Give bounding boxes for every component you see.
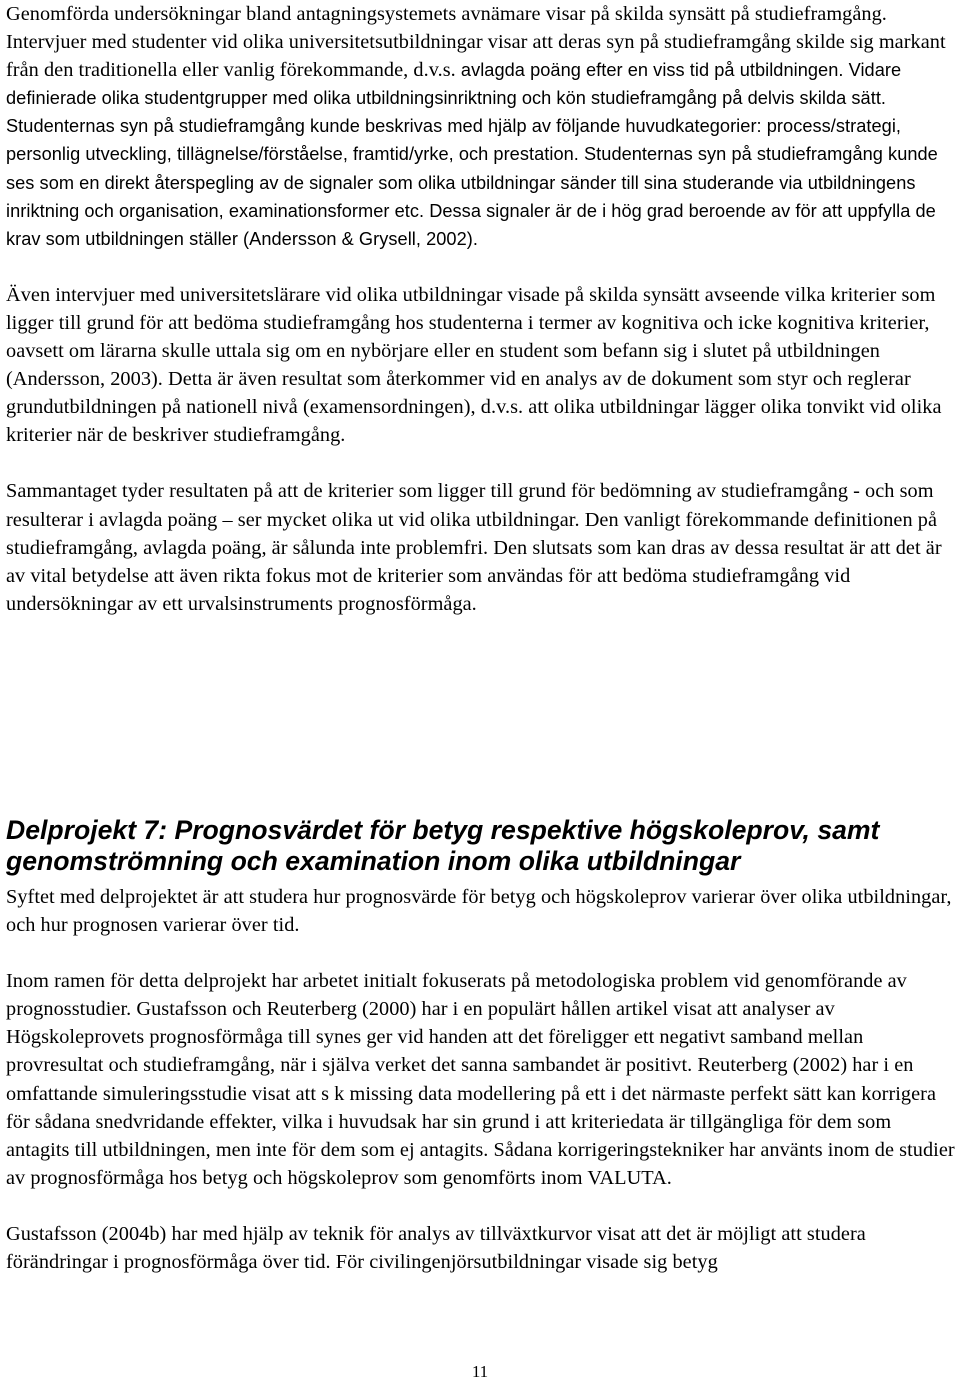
paragraph-5: Inom ramen för detta delprojekt har arbetet initialt fokuserats på metodologiska problem vid genomförande av prognosstudier. Gustafsson och Reuterberg (2000) har i en populärt hållen artikel visat att analyser av Högskoleprovets prognosförmåga till synes ger vid handen att det föreligger ett negativt samband mellan provresultat och studieframgång, när i själva verket det sanna sambandet är positivt. Reuterberg (2002) har i en omfattande simuleringsstudie visat att s k missing data modellering på ett i det närmaste perfekt sätt kan korrigera för sådana snedvridande effekter, vilka i huvudsak har sin grund i att kriteriedata är tillgängliga för dem som antagits till utbildningen, men inte för dem som ej antagits. Sådana korrigeringstekniker har använts inom de studier av prognosförmåga hos betyg och högskoleprov som genomförts inom VALUTA. [6,970,955,1189]
section-heading: Delprojekt 7: Prognosvärdet för betyg respektive högskoleprov, samt genomströmning och examination inom olika utbildningar [6,815,880,876]
text-block-top [6,0,956,618]
page-number: 11 [471,1362,489,1381]
paragraph-3: Sammantaget tyder resultaten på att de kriterier som ligger till grund för bedömning av studieframgång - och som resulterar i avlagda poäng – ser mycket olika ut vid olika utbildningar. Den vanligt förekommande definitionen på studieframgång, avlagda poäng, är sålunda inte problemfri. Den slutsats som kan dras av dessa resultat är att det är av vital betydelse att även rikta fokus mot de kriterier som användas för att bedöma studieframgång vid undersökningar av ett urvalsinstruments prognosförmåga. [6,480,942,615]
paragraph-2: Även intervjuer med universitetslärare vid olika utbildningar visade på skilda synsätt avseende vilka kriterier som ligger till grund för att bedöma studieframgång hos studenterna i termer av kognitiva och icke kognitiva kriterier, oavsett om lärarna skulle uttala sig om en nybörjare eller en student som befann sig i slutet på utbildningen (Andersson, 2003). Detta är även resultat som återkommer vid en analys av de dokument som styr och reglerar grundutbildningen på nationell nivå (examensordningen), d.v.s. att olika utbildningar lägger olika tonvikt vid olika kriterier när de beskriver studieframgång. [6,283,942,447]
paragraph-1 [6,0,956,253]
paragraph-6: Gustafsson (2004b) har med hjälp av teknik för analys av tillväxtkurvor visat att det är möjligt att studera förändringar i prognosförmåga över tid. För civilingenjörsutbildningar visade sig betyg [6,1222,866,1274]
paragraph-4: Syftet med delprojektet är att studera hur prognosvärde för betyg och högskoleprov varierar över olika utbildningar, och hur prognosen varierar över tid. [6,886,952,937]
paragraph-1-serif-part: Genomförda undersökningar bland antagningsystemets avnämare visar på skilda synsätt på studieframgång. Intervjuer med studenter vid olika universitetsutbildningar visar att deras syn på studieframgång skilde sig markant från den traditionella eller vanlig förekommande, d.v.s. [6,3,946,82]
paragraph-1-sans-part: avlagda poäng efter en viss tid på utbildningen. Vidare definierade olika studentgrupper med olika utbildningsinriktning och kön studieframgång på delvis skilda sätt. Studenternas syn på studieframgång kunde beskrivas med hjälp av följande huvudkategorier: process/strategi, personlig utveckling, tillägnelse/förståelse, framtid/yrke, och prestation. Studenternas syn på studieframgång kunde ses som en direkt återspegling av de signaler som olika utbildningar sänder till sina studerande via utbildningens inriktning och organisation, examinationsformer etc. Dessa signaler är de i hög grad beroende av för att uppfylla de krav som utbildningen ställer (Andersson & Grysell, 2002). [6,60,938,249]
text-block-bottom [6,883,956,1276]
